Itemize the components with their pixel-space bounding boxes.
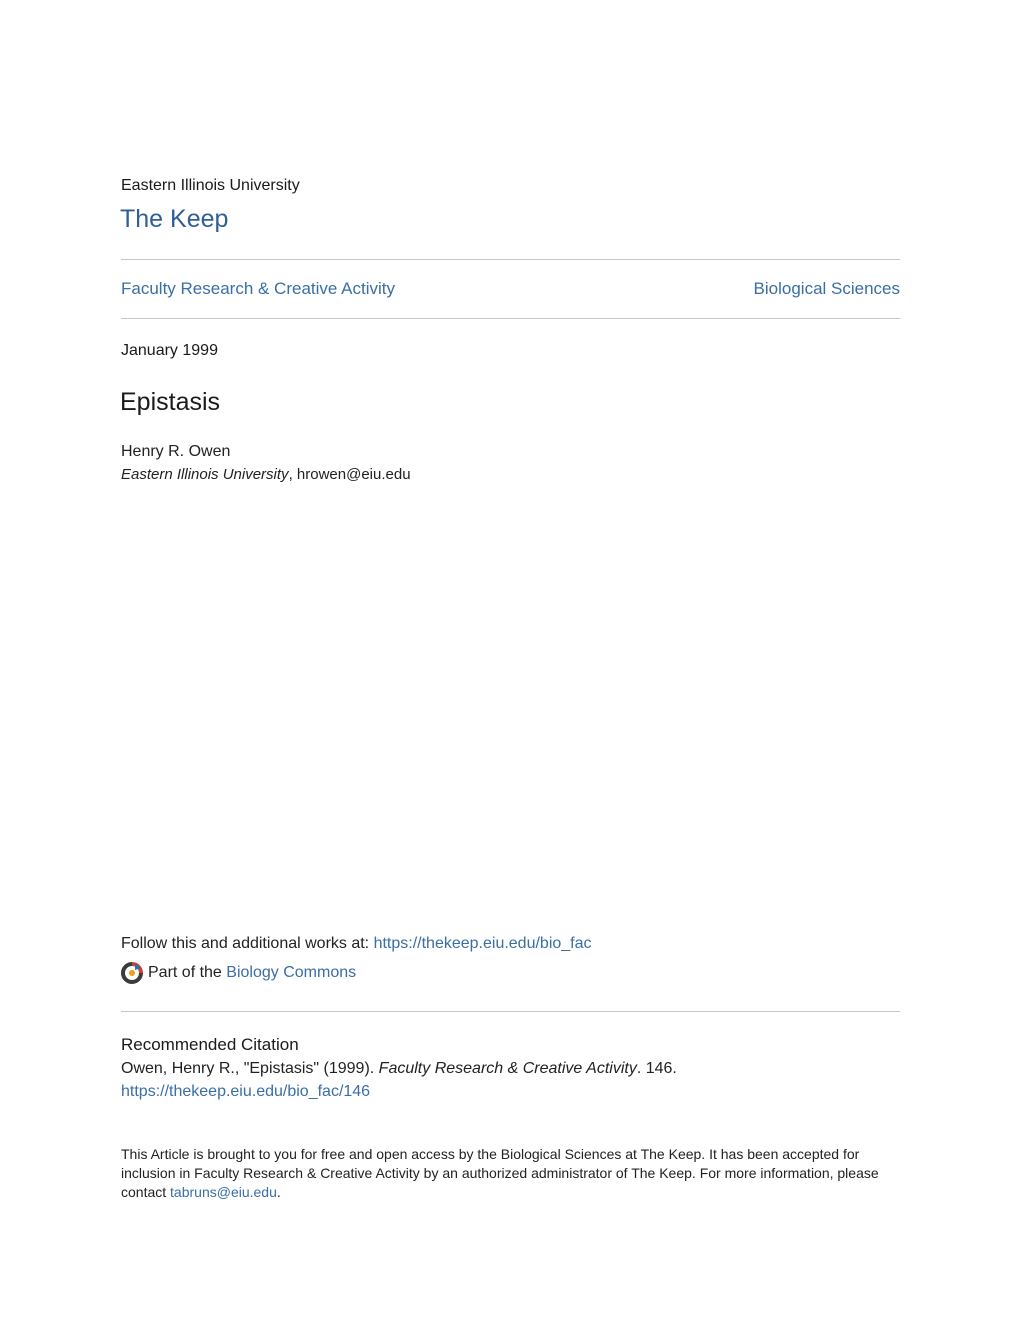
department-link[interactable]: Biological Sciences	[753, 279, 900, 298]
follow-line	[121, 935, 592, 953]
follow-url-link[interactable]: https://thekeep.eiu.edu/bio_fac	[373, 935, 592, 952]
affiliation-name: Eastern Illinois University	[121, 466, 289, 483]
collection-link[interactable]: Faculty Research & Creative Activity	[121, 279, 395, 298]
author-email: hrowen@eiu.edu	[296, 466, 411, 483]
commons-line	[121, 962, 356, 984]
nav-divider	[121, 318, 900, 319]
affiliation-separator: ,	[288, 466, 297, 483]
contact-email-link[interactable]: tabruns@eiu.edu	[170, 1184, 277, 1200]
author-affiliation	[121, 466, 411, 483]
follow-prefix: Follow this and additional works at:	[121, 935, 374, 952]
institution-name: Eastern Illinois University	[121, 177, 300, 194]
citation-post: . 146.	[636, 1060, 677, 1077]
citation-text	[121, 1060, 677, 1078]
article-title: Epistasis	[120, 388, 221, 416]
network-commons-icon	[121, 962, 143, 984]
author-name: Henry R. Owen	[121, 443, 231, 460]
biology-commons-link[interactable]: Biology Commons	[226, 964, 357, 981]
commons-prefix: Part of the	[148, 964, 222, 981]
footer-end: .	[276, 1184, 281, 1200]
citation-pre: Owen, Henry R., "Epistasis" (1999).	[121, 1060, 379, 1077]
footer-note	[121, 1145, 900, 1202]
citation-url-link[interactable]: https://thekeep.eiu.edu/bio_fac/146	[121, 1083, 371, 1100]
citation-heading: Recommended Citation	[121, 1035, 299, 1054]
top-divider	[121, 259, 900, 260]
citation-divider	[121, 1011, 900, 1012]
repository-title-link[interactable]: The Keep	[120, 205, 229, 233]
citation-source: Faculty Research & Creative Activity	[378, 1060, 637, 1077]
publication-date: January 1999	[121, 342, 218, 359]
footer-text: This Article is brought to you for free and open access by the Biological Sciences at The Keep. It has been accepted for inclusion in Faculty Research & Creative Activity by an authorized administrator of The Keep. For more information, please contact	[121, 1146, 879, 1200]
